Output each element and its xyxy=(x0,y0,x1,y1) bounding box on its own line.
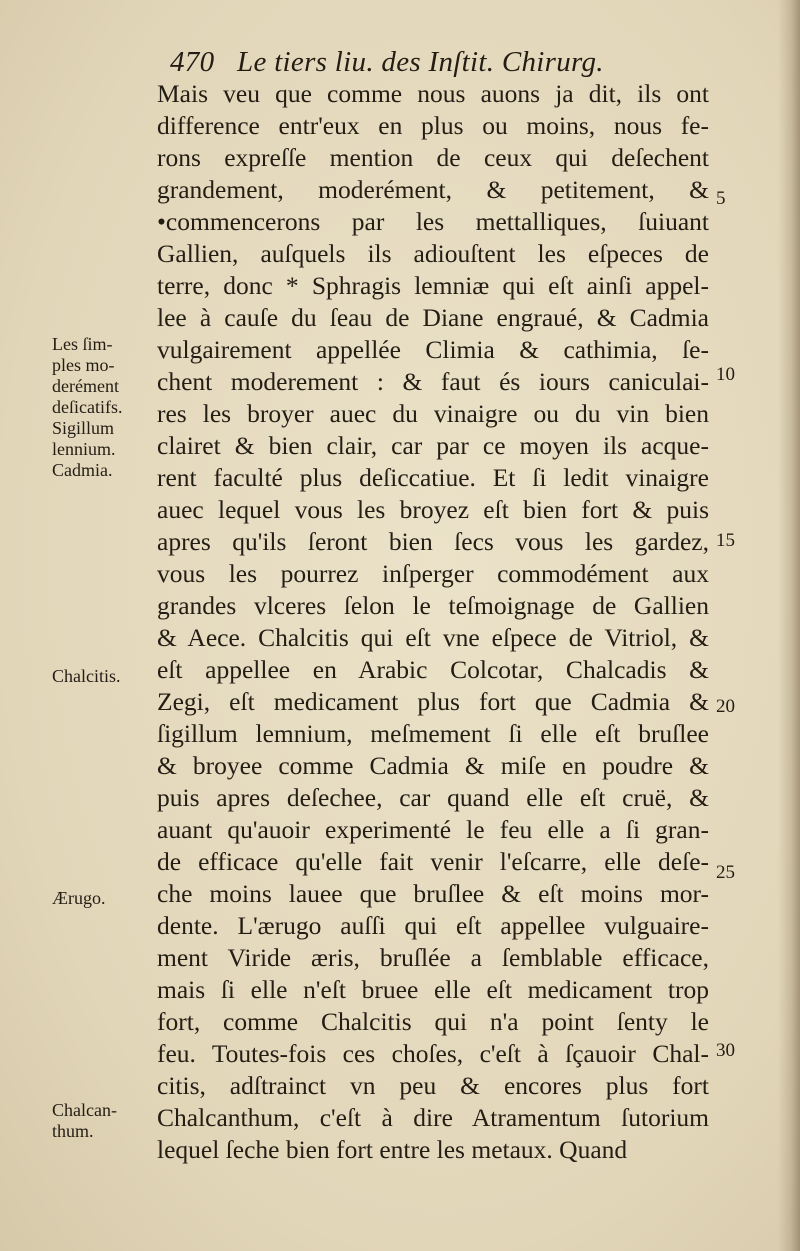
page-gutter-shadow xyxy=(778,0,800,1251)
text-line: ment Viride æris, bruſlée a ſemblable efficace, xyxy=(157,943,709,972)
text-line: rent faculté plus deſiccatiue. Et ſi ledit vinaigre xyxy=(157,463,709,492)
text-line: & Aece. Chalcitis qui eſt vne eſpece de Vitriol, & xyxy=(157,623,709,652)
margin-note-chalcanthum: Chalcan- thum. xyxy=(52,1100,117,1141)
text-line: grandes vlceres ſelon le teſmoignage de Gallien xyxy=(157,591,709,620)
text-line: Zegi, eſt medicament plus fort que Cadmia & xyxy=(157,687,709,716)
text-line: citis, adſtrainct vn peu & encores plus fort xyxy=(157,1071,709,1100)
text-line: vulgairement appellée Climia & cathimia, ſe- xyxy=(157,335,709,364)
text-line: & broyee comme Cadmia & miſe en poudre & xyxy=(157,751,709,780)
line-number: 25 xyxy=(716,862,735,883)
text-line: vous les pourrez inſperger commodément aux xyxy=(157,559,709,588)
text-line: apres qu'ils ſeront bien ſecs vous les gardez, xyxy=(157,527,709,556)
margin-note-chalcitis: Chalcitis. xyxy=(52,666,121,686)
text-line: fort, comme Chalcitis qui n'a point ſenty le xyxy=(157,1007,709,1036)
text-line: eſt appellee en Arabic Colcotar, Chalcadis & xyxy=(157,655,709,684)
line-number: 10 xyxy=(716,364,735,385)
text-line: che moins lauee que bruſlee & eſt moins mor- xyxy=(157,879,709,908)
line-number: 30 xyxy=(716,1040,735,1061)
margin-note-aerugo: Ærugo. xyxy=(52,888,106,908)
text-line: de efficace qu'elle fait venir l'eſcarre, elle deſe- xyxy=(157,847,709,876)
text-line: lee à cauſe du ſeau de Diane engraué, & Cadmia xyxy=(157,303,709,332)
text-line: ſigillum lemnium, meſmement ſi elle eſt bruſlee xyxy=(157,719,709,748)
text-line: grandement, moderément, & petitement, & xyxy=(157,175,709,204)
text-line: terre, donc * Sphragis lemniæ qui eſt ainſi appel- xyxy=(157,271,709,300)
text-line: puis apres deſechee, car quand elle eſt cruë, & xyxy=(157,783,709,812)
text-line: Chalcanthum, c'eſt à dire Atramentum ſutorium xyxy=(157,1103,709,1132)
line-number: 15 xyxy=(716,530,735,551)
text-line: auant qu'auoir experimenté le feu elle a ſi gran- xyxy=(157,815,709,844)
text-line: mais ſi elle n'eſt bruee elle eſt medicament trop xyxy=(157,975,709,1004)
text-line: •commencerons par les mettalliques, ſuiuant xyxy=(157,207,709,236)
text-line: rons expreſſe mention de ceux qui deſechent xyxy=(157,143,709,172)
text-line: feu. Toutes-fois ces choſes, c'eſt à ſçauoir Chal- xyxy=(157,1039,709,1068)
text-line: clairet & bien clair, car par ce moyen ils acque- xyxy=(157,431,709,460)
text-line: Mais veu que comme nous auons ja dit, ils ont xyxy=(157,79,709,108)
text-line: difference entr'eux en plus ou moins, nous fe- xyxy=(157,111,709,140)
text-line: chent moderement : & faut és iours caniculai- xyxy=(157,367,709,396)
text-line: auec lequel vous les broyez eſt bien fort & puis xyxy=(157,495,709,524)
text-line: res les broyer auec du vinaigre ou du vin bien xyxy=(157,399,709,428)
line-number: 20 xyxy=(716,696,735,717)
line-number: 5 xyxy=(716,188,726,209)
text-line: lequel ſeche bien fort entre les metaux. Quand xyxy=(157,1135,628,1164)
text-line: dente. L'ærugo auſſi qui eſt appellee vulguaire- xyxy=(157,911,709,940)
running-header: 470 Le tiers liu. des Inſtit. Chirurg. xyxy=(170,46,604,78)
text-line: Gallien, auſquels ils adiouſtent les eſpeces de xyxy=(157,239,709,268)
margin-note-simples: Les ſim- ples mo- derément deſicatifs. Sigillum lennium. Cadmia. xyxy=(52,334,123,480)
